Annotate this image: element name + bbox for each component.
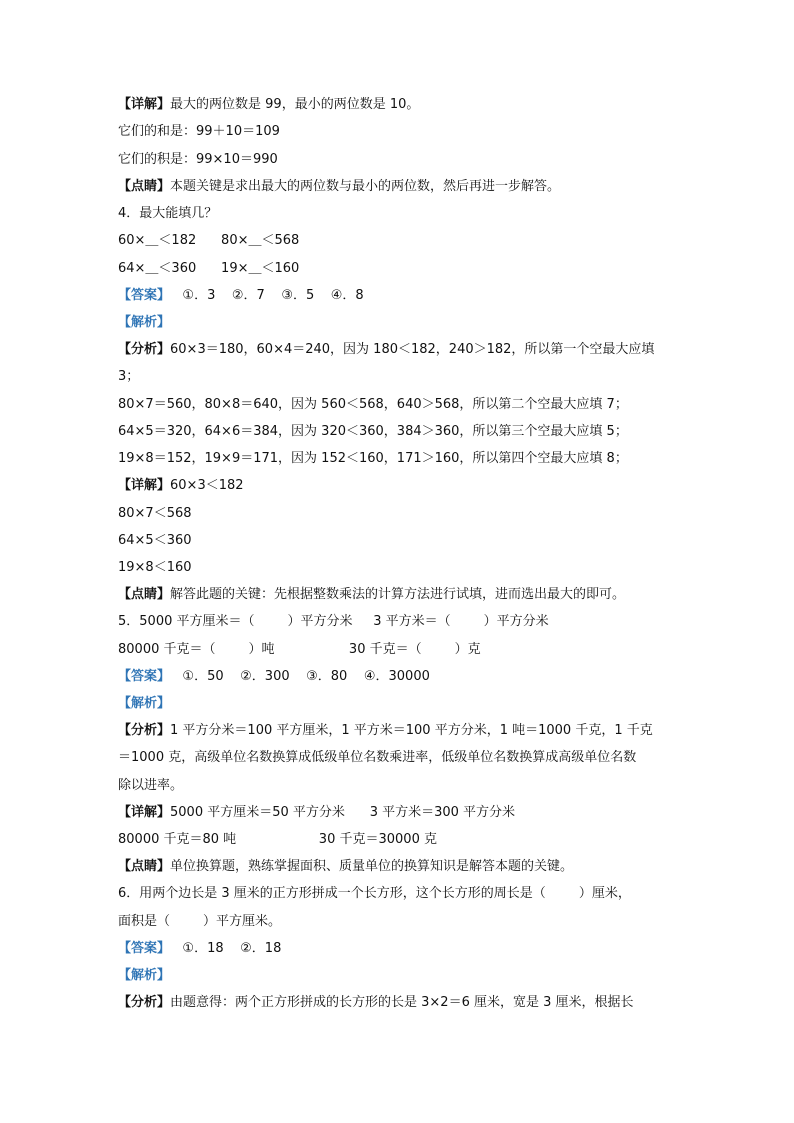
text-line [118, 505, 192, 523]
text-line [118, 668, 430, 686]
line-text: 60×＿＜182 80×＿＜568 [118, 233, 300, 248]
line-text: 80000 千克＝80 吨 30 千克＝30000 克 [118, 832, 437, 847]
line-text: 4．最大能填几？ [118, 206, 218, 221]
line-text: 本题关键是求出最大的两位数与最小的两位数，然后再进一步解答。 [170, 179, 561, 194]
section-label: 【点睛】 [118, 587, 171, 602]
line-text: 5．5000 平方厘米＝（ ）平方分米 3 平方米＝（ ）平方分米 [118, 614, 549, 629]
line-text: 80000 千克＝（ ）吨 30 千克＝（ ）克 [118, 642, 481, 657]
section-label: 【答案】 [118, 941, 171, 956]
text-line [118, 913, 281, 931]
text-line [118, 967, 170, 985]
text-line [118, 586, 625, 604]
text-line [118, 749, 636, 767]
section-label: 【答案】 [118, 669, 171, 684]
line-text: 60×3＝180，60×4＝240，因为 180＜182，240＞182，所以第一个空最大应填 [170, 342, 655, 357]
text-line [118, 396, 628, 414]
line-text: 60×3＜182 [170, 478, 244, 493]
text-line [118, 858, 573, 876]
text-line [118, 232, 299, 250]
line-text: 64×5＝320，64×6＝384，因为 320＜360，384＞360，所以第三个空最大应填 5； [118, 424, 628, 439]
line-text: 由题意得：两个正方形拼成的长方形的长是 3×2＝6 厘米，宽是 3 厘米，根据长 [170, 995, 634, 1010]
text-line [118, 777, 183, 795]
line-text: 6．用两个边长是 3 厘米的正方形拼成一个长方形，这个长方形的周长是（ ）厘米， [118, 886, 631, 901]
line-text: 64×5＜360 [118, 533, 192, 548]
text-line [118, 722, 653, 740]
line-text: 80×7＝560，80×8＝640，因为 560＜568，640＞568，所以第二个空最大应填 7； [118, 397, 628, 412]
text-line [118, 885, 631, 903]
text-line [118, 341, 654, 359]
section-label: 【详解】 [118, 97, 171, 112]
text-line [118, 205, 217, 223]
text-line [118, 96, 419, 114]
text-line [118, 831, 437, 849]
section-label: 【分析】 [118, 995, 171, 1010]
line-text: 单位换算题，熟练掌握面积、质量单位的换算知识是解答本题的关键。 [170, 859, 574, 874]
section-label: 【解析】 [118, 315, 171, 330]
text-line [118, 559, 192, 577]
section-label: 【点睛】 [118, 859, 171, 874]
section-label: 【详解】 [118, 478, 171, 493]
text-line [118, 151, 278, 169]
section-label: 【详解】 [118, 805, 171, 820]
text-line [118, 368, 139, 386]
text-line [118, 423, 628, 441]
line-text: 它们的和是：99＋10＝109 [118, 124, 280, 139]
line-text: 64×＿＜360 19×＿＜160 [118, 261, 300, 276]
line-text: 80×7＜568 [118, 506, 192, 521]
line-text: 19×8＝152，19×9＝171，因为 152＜160，171＞160，所以第四个空最大应填 8； [118, 451, 628, 466]
text-line [118, 314, 170, 332]
line-text: ＝1000 克，高级单位名数换算成低级单位名数乘进率，低级单位名数换算成高级单位名数 [118, 750, 637, 765]
section-label: 【分析】 [118, 342, 171, 357]
text-line [118, 613, 549, 631]
text-line [118, 178, 560, 196]
line-text: 19×8＜160 [118, 560, 192, 575]
text-line [118, 940, 281, 958]
text-line [118, 287, 364, 305]
section-label: 【点睛】 [118, 179, 171, 194]
section-label: 【解析】 [118, 696, 171, 711]
line-text: 解答此题的关键：先根据整数乘法的计算方法进行试填，进而选出最大的即可。 [170, 587, 626, 602]
section-label: 【解析】 [118, 968, 171, 983]
text-line [118, 641, 481, 659]
text-line [118, 123, 280, 141]
line-text: 1 平方分米＝100 平方厘米，1 平方米＝100 平方分米，1 吨＝1000 千克，1 千克 [170, 723, 653, 738]
line-text: 5000 平方厘米＝50 平方分米 3 平方米＝300 平方分米 [170, 805, 516, 820]
line-text: ①．18 ②．18 [170, 941, 282, 956]
section-label: 【分析】 [118, 723, 171, 738]
line-text: 它们的积是：99×10＝990 [118, 152, 278, 167]
line-text: ①．50 ②．300 ③．80 ④．30000 [170, 669, 430, 684]
line-text: 3； [118, 369, 140, 384]
line-text: 除以进率。 [118, 778, 184, 793]
text-line [118, 994, 634, 1012]
line-text: ①．3 ②．7 ③．5 ④．8 [170, 288, 364, 303]
text-line [118, 532, 192, 550]
line-text: 面积是（ ）平方厘米。 [118, 914, 282, 929]
text-line [118, 477, 244, 495]
text-line [118, 450, 628, 468]
text-line [118, 260, 299, 278]
section-label: 【答案】 [118, 288, 171, 303]
text-line [118, 804, 515, 822]
line-text: 最大的两位数是 99，最小的两位数是 10。 [170, 97, 420, 112]
text-line [118, 695, 170, 713]
